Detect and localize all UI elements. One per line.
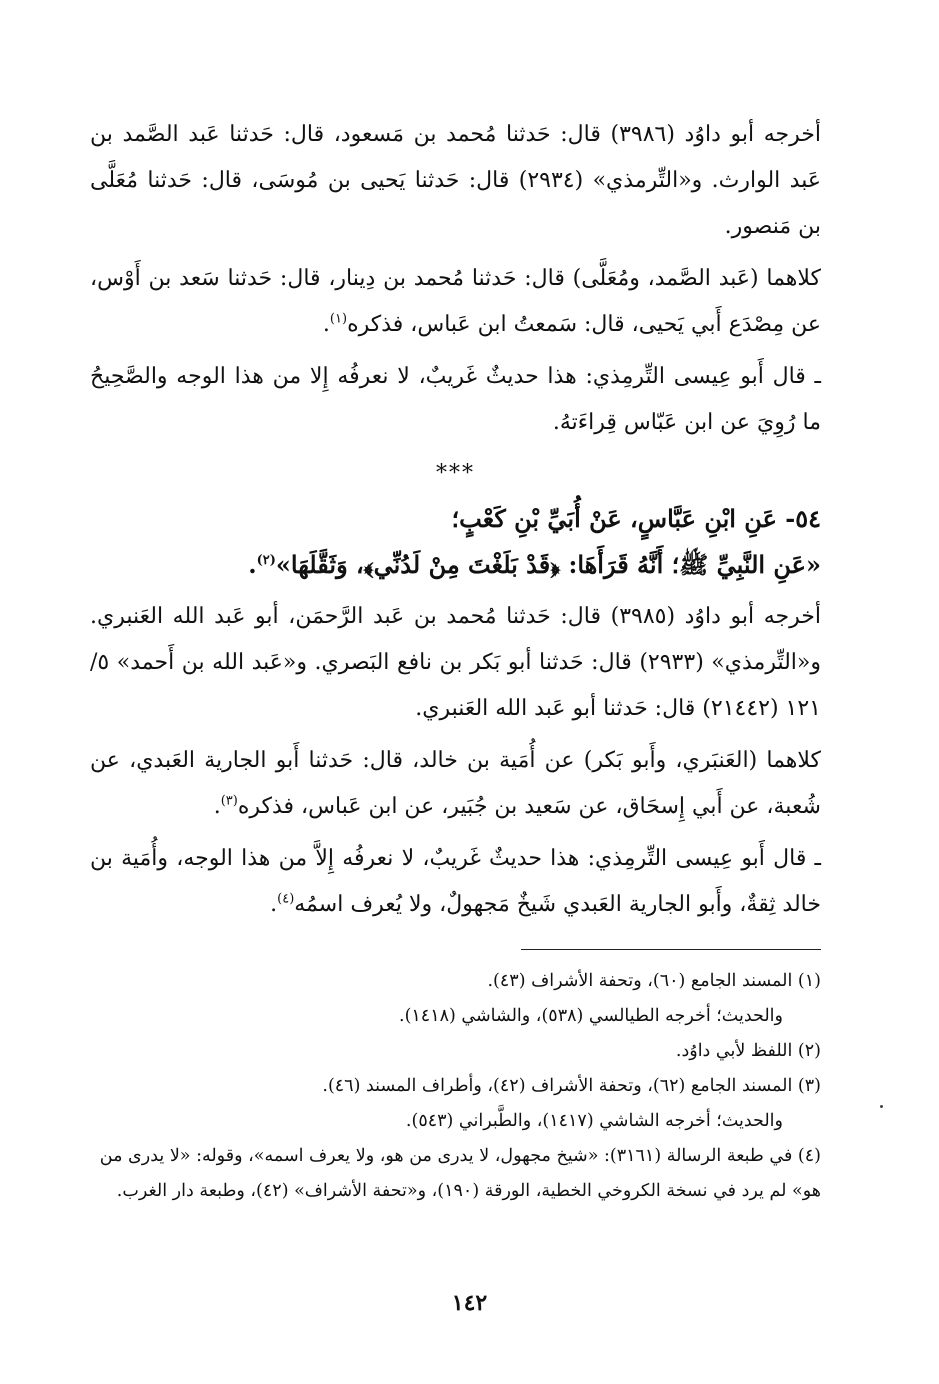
hadith-heading: ٥٤- عَنِ ابْنِ عَبَّاسٍ، عَنْ أُبَيِّ بْنِ كَعْبٍ؛ [451,504,821,533]
footnotes [90,964,821,1209]
footnote-1-cont: والحديث؛ أخرجه الطيالسي (٥٣٨)، والشاشي (١٤١٨). [399,1006,783,1026]
paragraph-text: كلاهما (العَنبَري، وأَبو بَكر) عن أُمَية بن خالد، قال: حَدثنا أَبو الجارية العَبدي، عن شُعبة، عن أَبي إِسحَاق، عن سَعيد بن جُبَير، عن ابن عَباس، فذكره [90,748,821,819]
paragraph-tirmidhi-note-1: ـ قال أَبو عِيسى التِّرمِذي: هذا حديثٌ غَريبٌ، لا نعرفُه إِلا من هذا الوجه والصَّحِيحُ ما رُوِيَ عن ابن عَبّاس قِراءَتهُ. [90,364,821,435]
main-text [90,112,821,934]
footnote-ref[interactable]: (٤) [277,891,295,907]
paragraph-text: كلاهما (عَبد الصَّمد، ومُعَلَّى) قال: حَدثنا مُحمد بن دِينار، قال: حَدثنا سَعد بن أَوْس، عن مِصْدَع أَبي يَحيى، قال: سَمعتُ ابن عَباس، فذكره [90,266,821,337]
page-number: ١٤٢ [451,1290,488,1316]
paragraph-takhrij-1: أخرجه أبو داوُد (٣٩٨٦) قال: حَدثنا مُحمد بن مَسعود، قال: حَدثنا عَبد الصَّمد بن عَبد الوارث. و«التِّرمذي» (٢٩٣٤) قال: حَدثنا يَحيى بن مُوسَى، قال: حَدثنا مُعَلَّى بن مَنصور. [90,122,821,239]
hadith-matn: «عَنِ النَّبِيِّ ﷺ؛ أَنَّهُ قَرَأَهَا: ﴿قَدْ بَلَغْتَ مِنْ لَدُنِّي﴾، وَثَقَّلَهَا» [275,550,821,579]
paragraph-takhrij-2: أخرجه أبو داوُد (٣٩٨٥) قال: حَدثنا مُحمد بن عَبد الرَّحمَن، أبو عَبد الله العَنبري. و«التِّرمذي» (٢٩٣٣) قال: حَدثنا أبو بَكر بن نافع البَصري. و«عَبد الله بن أَحمد» ٥/ ١٢١ (٢١٤٤٢) قال: حَدثنا أبو عَبد الله العَنبري. [90,604,821,721]
paragraph-kilahuma-2: كلاهما (العَنبَري، وأَبو بَكر) عن أُمَية بن خالد، قال: حَدثنا أَبو الجارية العَبدي، عن شُعبة، عن أَبي إِسحَاق، عن سَعيد بن جُبَير، عن ابن عَباس، فذكره$^{(٣)}$. [90,748,821,819]
footnote-1: (١) المسند الجامع (٦٠)، وتحفة الأشراف (٤٣). [487,971,821,991]
section-divider-stars: *** [436,461,475,486]
footnote-3-cont: والحديث؛ أخرجه الشاشي (١٤١٧)، والطَّبراني (٥٤٣). [405,1111,783,1131]
footnote-separator [521,949,821,950]
footnote-ref[interactable]: (٣) [220,793,238,809]
hadith-text: «عَنِ النَّبِيِّ ﷺ؛ أَنَّهُ قَرَأَهَا: ﴿قَدْ بَلَغْتَ مِنْ لَدُنِّي﴾، وَثَقَّلَهَا»$^{(٢)}$. [248,550,821,579]
footnote-2: (٢) اللفظ لأبي داوُد. [675,1041,821,1061]
footnote-ref[interactable]: (٢) [256,553,276,568]
paragraph-text: ـ قال أَبو عِيسى التِّرمِذي: هذا حديثٌ غَريبٌ، لا نعرفُه إِلاَّ من هذا الوجه، وأُمَية بن خالد ثِقةٌ، وأَبو الجارية العَبدي شَيخٌ مَجهولٌ، ولا يُعرف اسمُه [90,846,821,917]
paragraph-kilahuma-1: كلاهما (عَبد الصَّمد، ومُعَلَّى) قال: حَدثنا مُحمد بن دِينار، قال: حَدثنا سَعد بن أَوْس، عن مِصْدَع أَبي يَحيى، قال: سَمعتُ ابن عَباس، فذكره$^{(١)}$. [90,266,821,337]
footnote-3: (٣) المسند الجامع (٦٢)، وتحفة الأشراف (٤٢)، وأطراف المسند (٤٦). [322,1076,821,1096]
scan-speck [880,1105,883,1108]
footnote-4: (٤) في طبعة الرسالة (٣١٦١): «شيخ مجهول، لا يدرى من هو، ولا يعرف اسمه»، وقوله: «لا يدرى من هو» لم يرد في نسخة الكروخي الخطية، الورقة (١٩٠)، و«تحفة الأشراف» (٤٢)، وطبعة دار الغرب. [99,1146,821,1201]
footnote-ref[interactable]: (١) [329,311,348,327]
paragraph-tirmidhi-note-2: ـ قال أَبو عِيسى التِّرمِذي: هذا حديثٌ غَريبٌ، لا نعرفُه إِلاَّ من هذا الوجه، وأُمَية بن خالد ثِقةٌ، وأَبو الجارية العَبدي شَيخٌ مَجهولٌ، ولا يُعرف اسمُه$^{(٤)}$. [90,846,821,917]
